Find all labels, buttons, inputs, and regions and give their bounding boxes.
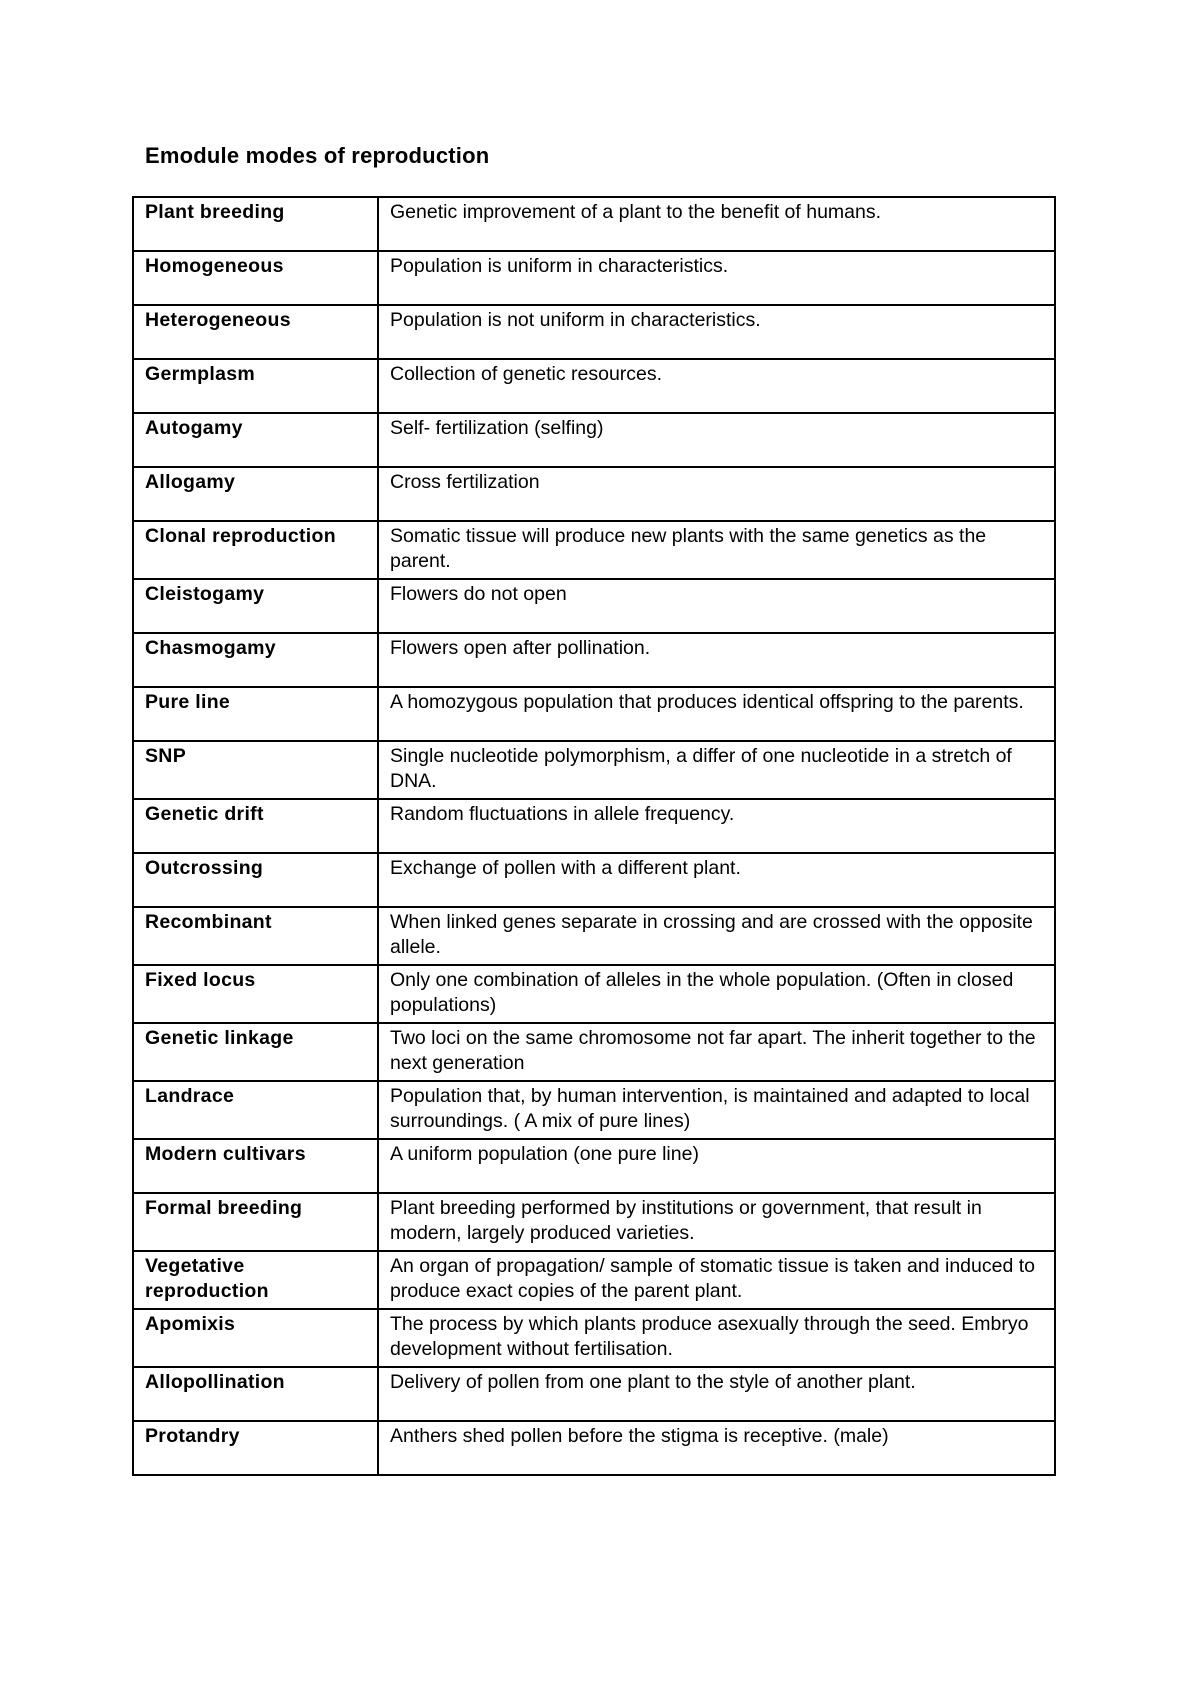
term-cell: Cleistogamy <box>133 579 378 633</box>
definition-cell: Population that, by human intervention, is maintained and adapted to local surroundings. ( A mix of pure lines) <box>378 1081 1055 1139</box>
definition-cell: Collection of genetic resources. <box>378 359 1055 413</box>
page-title: Emodule modes of reproduction <box>145 143 490 168</box>
table-row <box>133 853 1055 907</box>
term-cell: Allopollination <box>133 1367 378 1421</box>
term-cell: Outcrossing <box>133 853 378 907</box>
definition-cell: Plant breeding performed by institutions or government, that result in modern, largely produced varieties. <box>378 1193 1055 1251</box>
definition-cell: Random fluctuations in allele frequency. <box>378 799 1055 853</box>
term-cell: Formal breeding <box>133 1193 378 1251</box>
term-cell: Modern cultivars <box>133 1139 378 1193</box>
table-row <box>133 687 1055 741</box>
table-row <box>133 1251 1055 1309</box>
definition-cell: A homozygous population that produces identical offspring to the parents. <box>378 687 1055 741</box>
term-cell: Heterogeneous <box>133 305 378 359</box>
term-cell: Homogeneous <box>133 251 378 305</box>
table-row <box>133 741 1055 799</box>
table-row <box>133 467 1055 521</box>
definition-cell: Two loci on the same chromosome not far apart. The inherit together to the next generation <box>378 1023 1055 1081</box>
term-cell: Landrace <box>133 1081 378 1139</box>
table-row <box>133 799 1055 853</box>
table-row <box>133 633 1055 687</box>
table-row <box>133 305 1055 359</box>
table-row <box>133 413 1055 467</box>
term-cell: Apomixis <box>133 1309 378 1367</box>
definition-cell: Delivery of pollen from one plant to the style of another plant. <box>378 1367 1055 1421</box>
table-row <box>133 1081 1055 1139</box>
term-cell: Fixed locus <box>133 965 378 1023</box>
term-cell: Autogamy <box>133 413 378 467</box>
definition-cell: Self- fertilization (selfing) <box>378 413 1055 467</box>
term-cell: Chasmogamy <box>133 633 378 687</box>
term-cell: Pure line <box>133 687 378 741</box>
term-cell: Genetic drift <box>133 799 378 853</box>
definition-cell: The process by which plants produce asexually through the seed. Embryo development without fertilisation. <box>378 1309 1055 1367</box>
definition-cell: Flowers do not open <box>378 579 1055 633</box>
term-cell: Allogamy <box>133 467 378 521</box>
definition-cell: Anthers shed pollen before the stigma is receptive. (male) <box>378 1421 1055 1475</box>
definition-cell: Population is uniform in characteristics. <box>378 251 1055 305</box>
table-row <box>133 521 1055 579</box>
term-cell: Vegetative reproduction <box>133 1251 378 1309</box>
definition-cell: An organ of propagation/ sample of stomatic tissue is taken and induced to produce exact copies of the parent plant. <box>378 1251 1055 1309</box>
term-cell: Germplasm <box>133 359 378 413</box>
glossary-table <box>132 196 1056 1476</box>
table-row <box>133 359 1055 413</box>
table-row <box>133 1193 1055 1251</box>
definition-cell: Exchange of pollen with a different plant. <box>378 853 1055 907</box>
term-cell: SNP <box>133 741 378 799</box>
table-row <box>133 965 1055 1023</box>
definition-cell: When linked genes separate in crossing and are crossed with the opposite allele. <box>378 907 1055 965</box>
definition-cell: Cross fertilization <box>378 467 1055 521</box>
term-cell: Genetic linkage <box>133 1023 378 1081</box>
definition-cell: A uniform population (one pure line) <box>378 1139 1055 1193</box>
definition-cell: Population is not uniform in characteristics. <box>378 305 1055 359</box>
term-cell: Clonal reproduction <box>133 521 378 579</box>
definition-cell: Genetic improvement of a plant to the benefit of humans. <box>378 197 1055 251</box>
table-row <box>133 1309 1055 1367</box>
definition-cell: Only one combination of alleles in the whole population. (Often in closed populations) <box>378 965 1055 1023</box>
table-row <box>133 1023 1055 1081</box>
glossary-table-body <box>133 197 1055 1475</box>
table-row <box>133 1421 1055 1475</box>
definition-cell: Flowers open after pollination. <box>378 633 1055 687</box>
definition-cell: Single nucleotide polymorphism, a differ of one nucleotide in a stretch of DNA. <box>378 741 1055 799</box>
table-row <box>133 197 1055 251</box>
table-row <box>133 579 1055 633</box>
table-row <box>133 251 1055 305</box>
term-cell: Recombinant <box>133 907 378 965</box>
table-row <box>133 1139 1055 1193</box>
term-cell: Protandry <box>133 1421 378 1475</box>
term-cell: Plant breeding <box>133 197 378 251</box>
definition-cell: Somatic tissue will produce new plants with the same genetics as the parent. <box>378 521 1055 579</box>
table-row <box>133 1367 1055 1421</box>
table-row <box>133 907 1055 965</box>
